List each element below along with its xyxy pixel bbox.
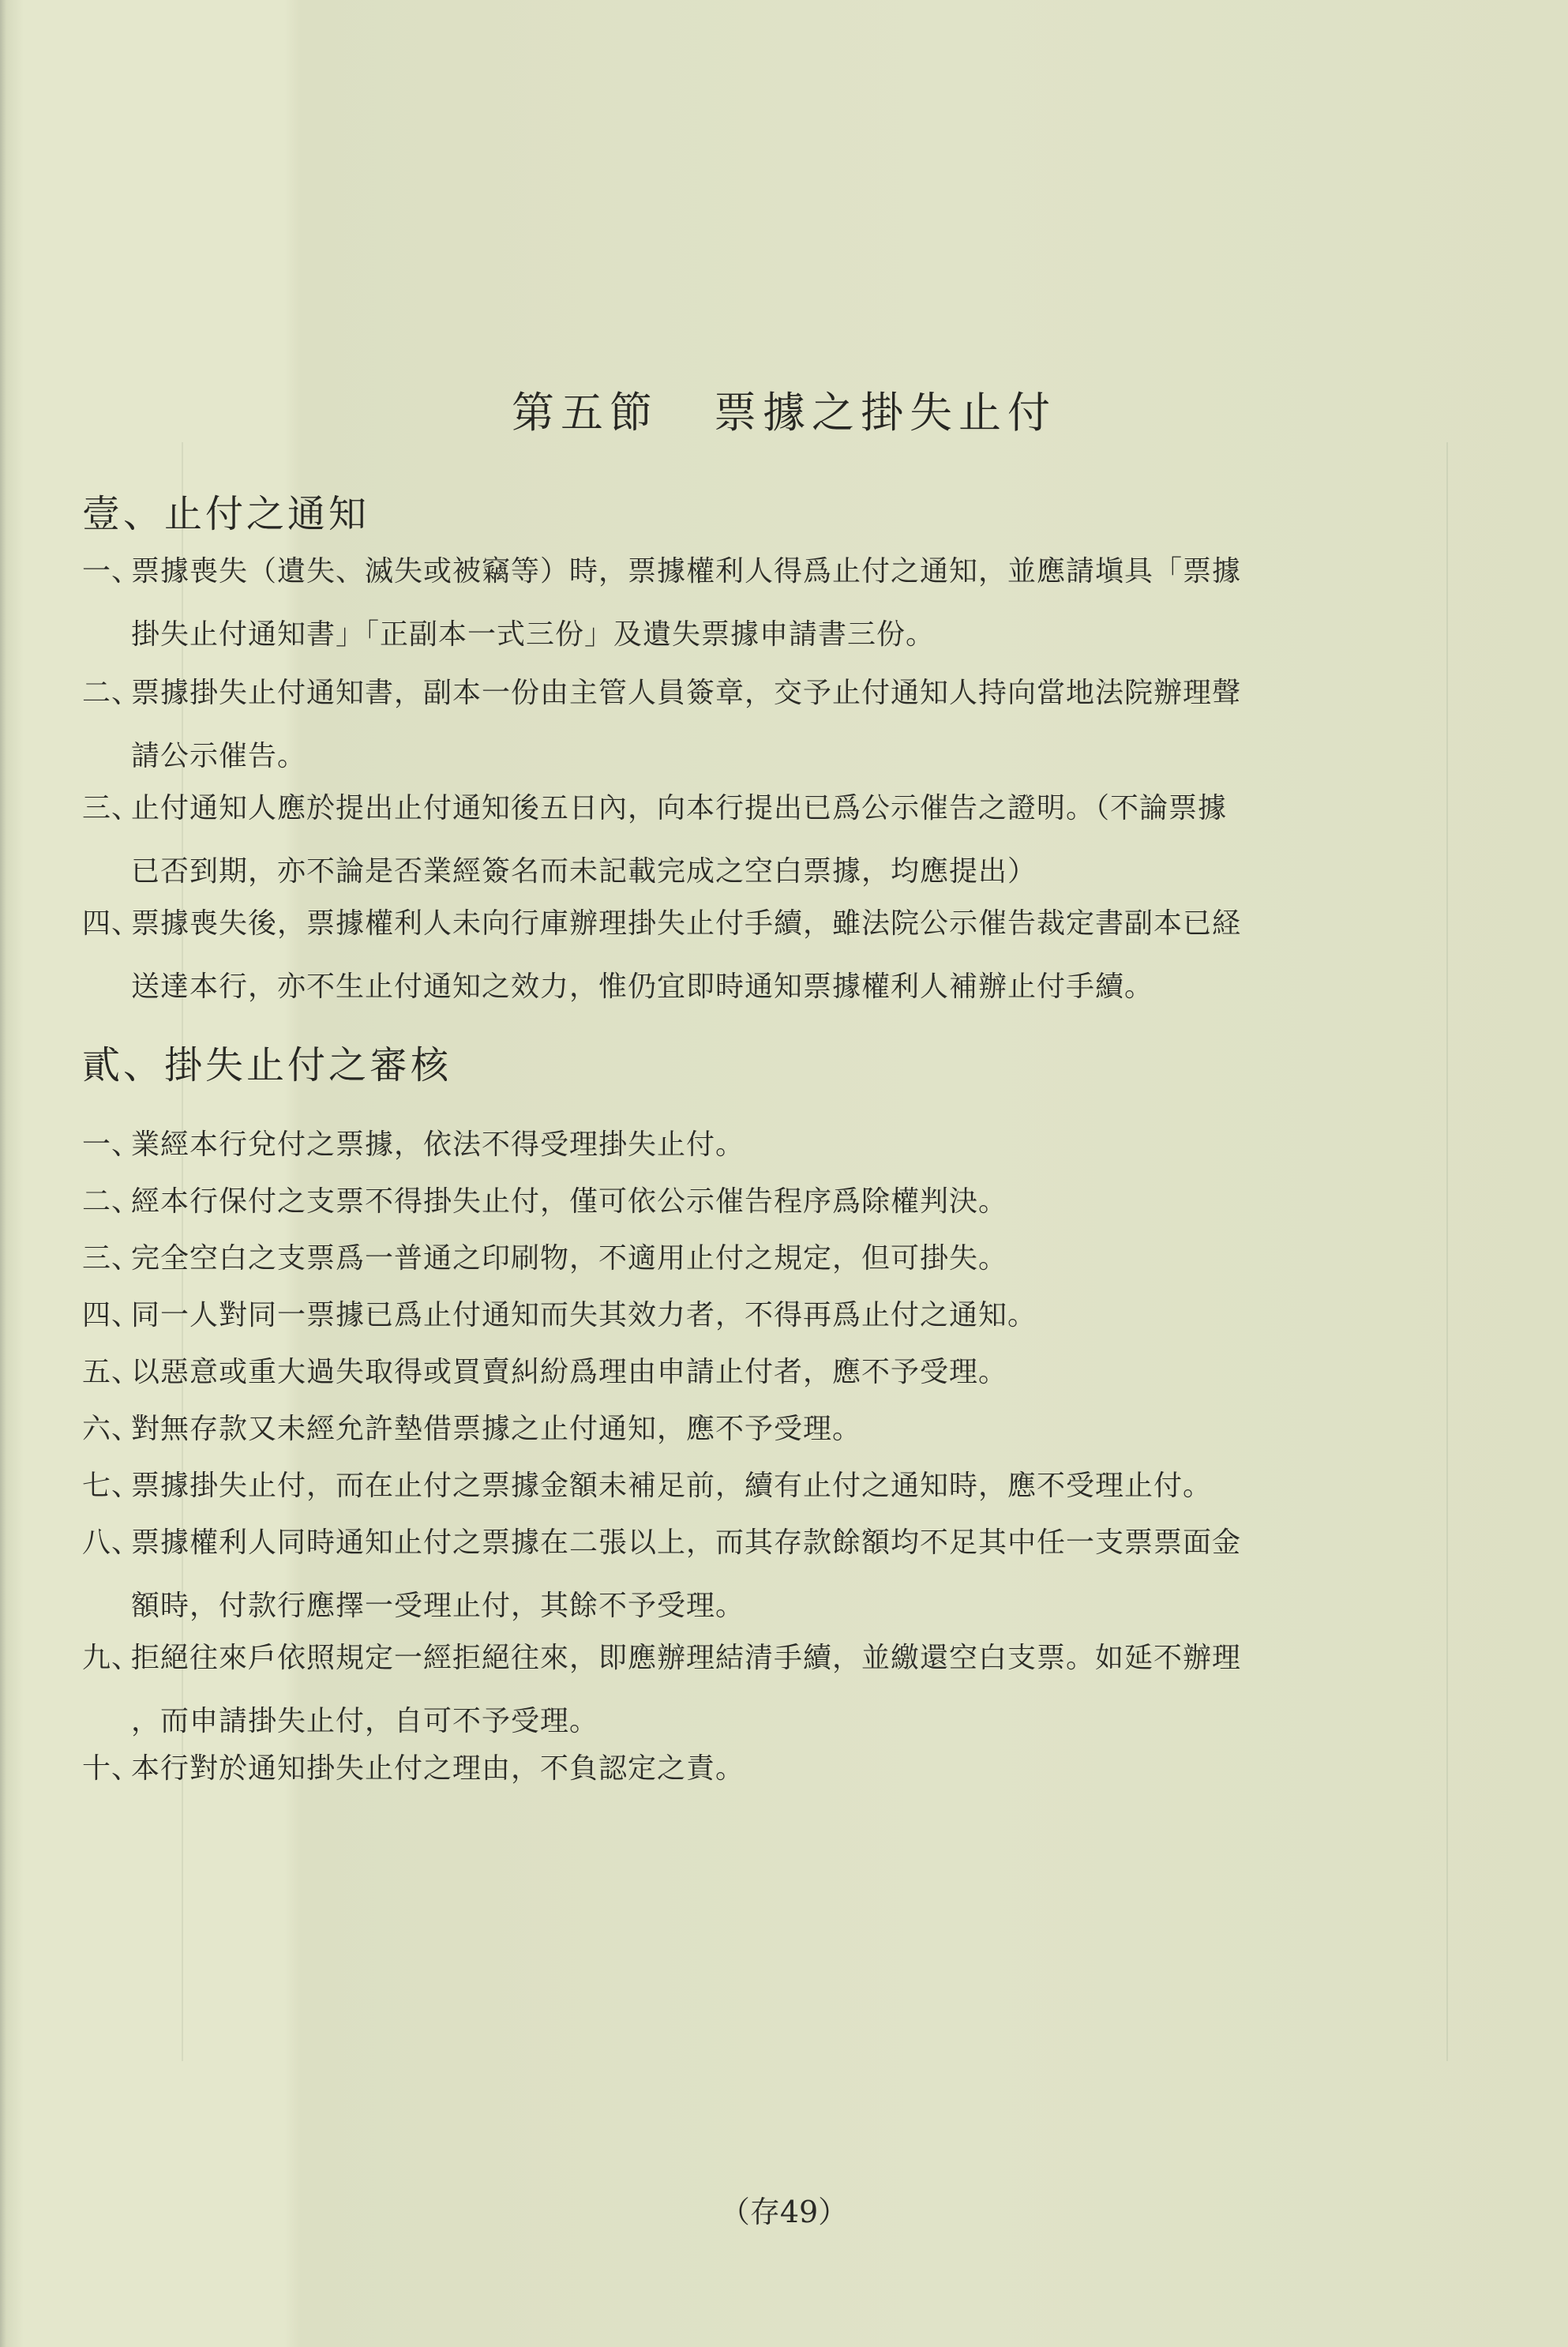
item-text: 經本行保付之支票不得掛失止付，僅可依公示催告程序爲除權判決。 <box>131 1185 1008 1218</box>
item-text-continued: ，而申請掛失止付，自可不予受理。 <box>131 1705 599 1737</box>
section-name: 票據之掛失止付 <box>714 388 1056 437</box>
list-item <box>82 1511 1440 1638</box>
list-item <box>82 1341 1440 1404</box>
item-text: 票據喪失後，票據權利人未向行庫辦理掛失止付手續，雖法院公示催告裁定書副本已経 <box>131 907 1242 940</box>
list-item <box>82 1113 1440 1177</box>
part-heading-notification: 壹、止付之通知 <box>82 492 370 536</box>
item-marker: 九、 <box>82 1642 141 1674</box>
item-text: 票據掛失止付，而在止付之票據金額未補足前，續有止付之通知時，應不受理止付。 <box>131 1470 1213 1502</box>
item-text: 票據喪失（遺失、滅失或被竊等）時，票據權利人得爲止付之通知，並應請塡具「票據 <box>131 555 1242 588</box>
item-marker: 二、 <box>82 677 141 709</box>
item-text: 拒絕往來戶依照規定一經拒絕往來，即應辦理結清手續，並繳還空白支票。如延不辦理 <box>131 1642 1242 1674</box>
list-item <box>82 1627 1440 1753</box>
item-text: 止付通知人應於提出止付通知後五日內，向本行提出已爲公示催告之證明。（不論票據 <box>131 792 1228 824</box>
list-item <box>82 1284 1440 1347</box>
item-text: 同一人對同一票據已爲止付通知而失其效力者，不得再爲止付之通知。 <box>131 1299 1037 1331</box>
item-marker: 七、 <box>82 1470 141 1502</box>
item-text: 本行對於通知掛失止付之理由，不負認定之責。 <box>131 1752 745 1785</box>
item-marker: 四、 <box>82 907 141 940</box>
item-marker: 一、 <box>82 555 141 588</box>
item-text: 完全空白之支票爲一普通之印刷物，不適用止付之規定，但可掛失。 <box>131 1242 1008 1275</box>
item-marker: 二、 <box>82 1185 141 1218</box>
item-marker: 六、 <box>82 1413 141 1445</box>
list-item <box>82 1398 1440 1461</box>
item-text-continued: 額時，付款行應擇一受理止付，其餘不予受理。 <box>131 1590 745 1622</box>
item-text-continued: 送達本行，亦不生止付通知之效力，惟仍宜即時通知票據權利人補辦止付手續。 <box>131 971 1154 1003</box>
item-marker: 四、 <box>82 1299 141 1331</box>
item-text-continued: 掛失止付通知書」「正副本一式三份」及遺失票據申請書三份。 <box>131 618 936 651</box>
item-text-continued: 已否到期，亦不論是否業經簽名而未記載完成之空白票據，均應提出） <box>131 855 1037 888</box>
item-marker: 十、 <box>82 1752 141 1785</box>
item-marker: 一、 <box>82 1128 141 1161</box>
item-marker: 八、 <box>82 1526 141 1559</box>
list-item <box>82 777 1440 903</box>
part-heading-review: 貳、掛失止付之審核 <box>82 1043 452 1087</box>
item-text: 對無存款又未經允許墊借票據之止付通知，應不予受理。 <box>131 1413 862 1445</box>
list-item <box>82 662 1440 788</box>
item-marker: 五、 <box>82 1356 141 1388</box>
item-text: 業經本行兌付之票據，依法不得受理掛失止付。 <box>131 1128 745 1161</box>
list-item <box>82 540 1440 667</box>
list-item <box>82 1227 1440 1290</box>
list-item <box>82 1170 1440 1234</box>
list-item <box>82 1455 1440 1518</box>
list-item <box>82 892 1440 1019</box>
item-marker: 三、 <box>82 792 141 824</box>
item-text-continued: 請公示催告。 <box>131 740 307 772</box>
item-text: 票據掛失止付通知書，副本一份由主管人員簽章，交予止付通知人持向當地法院辦理聲 <box>131 677 1242 709</box>
item-text: 票據權利人同時通知止付之票據在二張以上，而其存款餘額均不足其中任一支票票面金 <box>131 1526 1242 1559</box>
item-text: 以惡意或重大過失取得或買賣糾紛爲理由申請止付者，應不予受理。 <box>131 1356 1008 1388</box>
section-number: 第五節 <box>512 388 658 437</box>
item-marker: 三、 <box>82 1242 141 1275</box>
section-title <box>0 379 1568 440</box>
page-number: （存49） <box>719 2195 849 2229</box>
list-item <box>82 1737 1440 1801</box>
